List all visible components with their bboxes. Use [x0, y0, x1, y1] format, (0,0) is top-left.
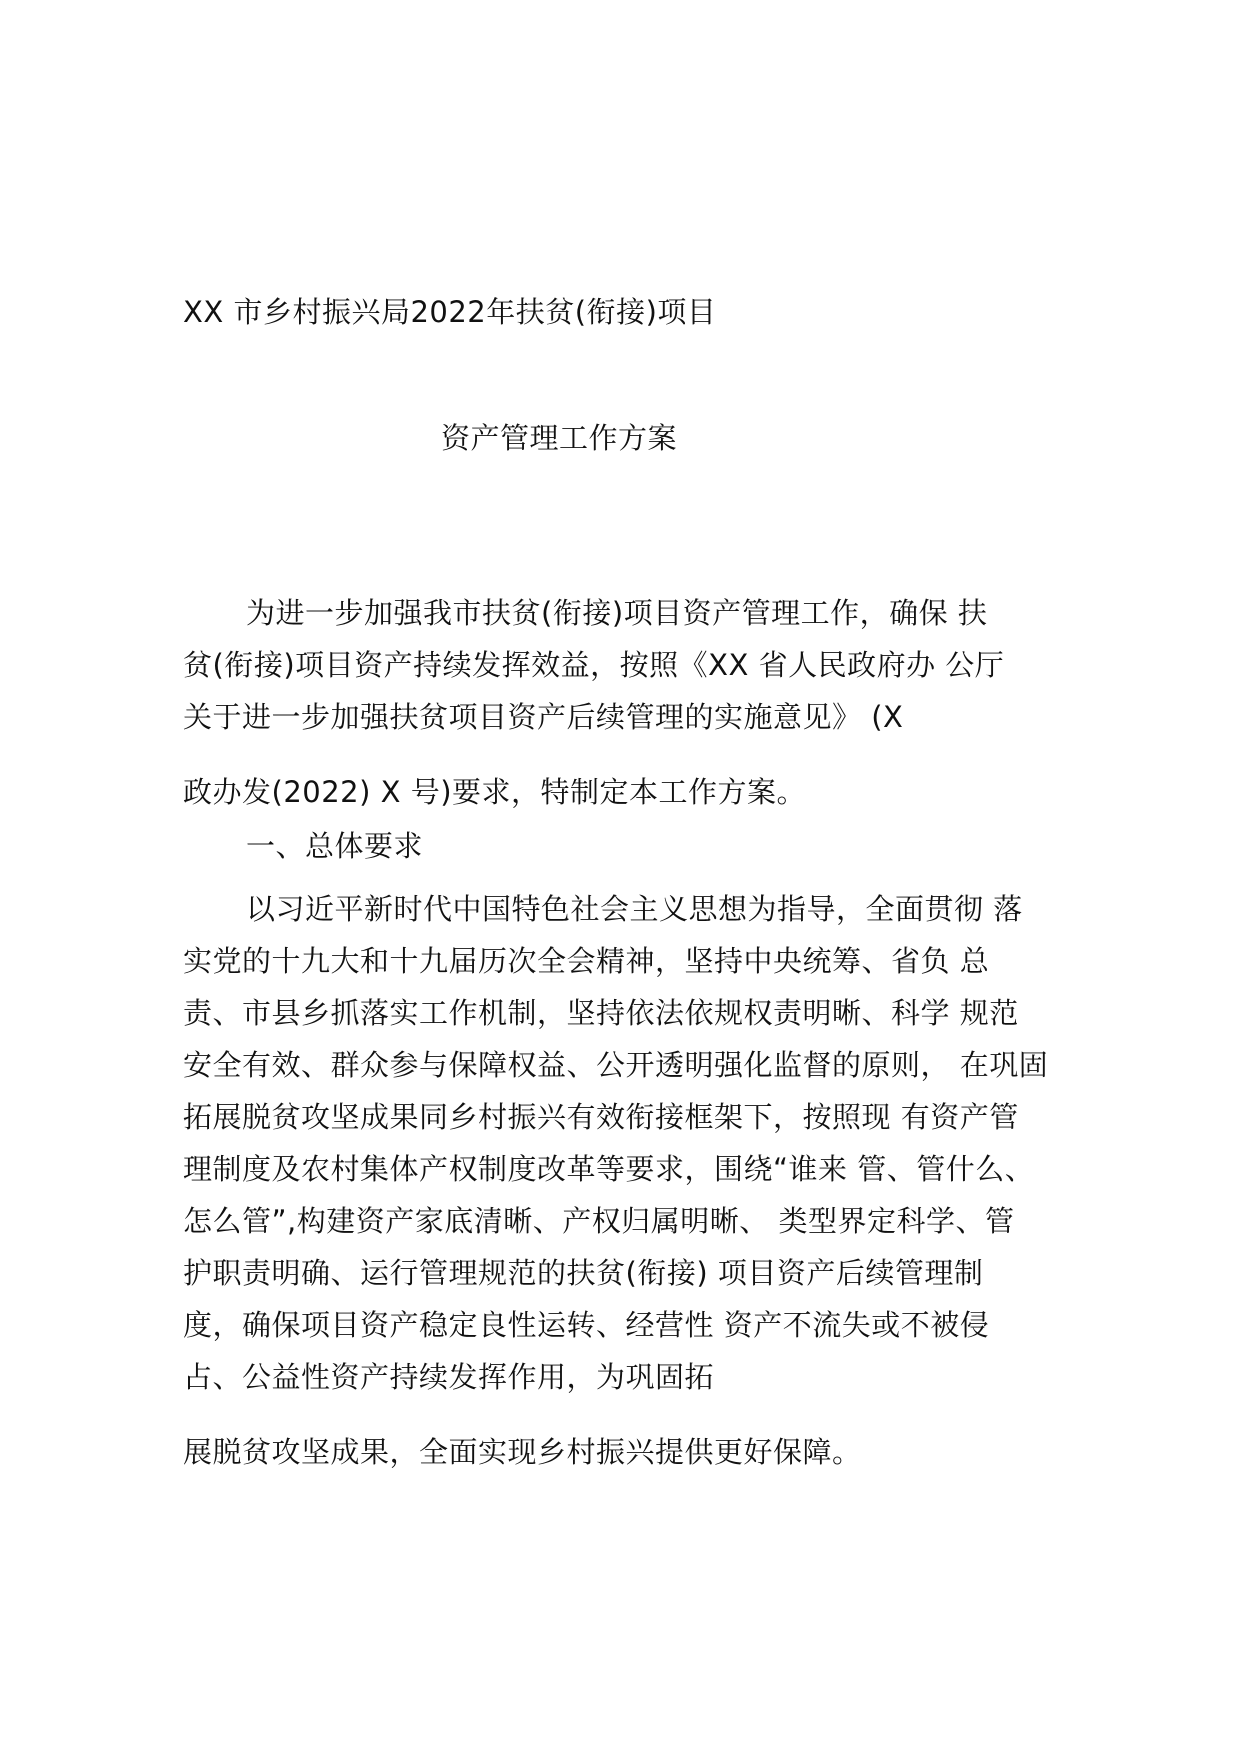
- intro-line-1: 为进一步加强我市扶贫(衔接)项目资产管理工作，确保 扶: [246, 596, 988, 630]
- section-1-line-6: 理制度及农村集体产权制度改革等要求，围绕“谁来 管、管什么、: [183, 1152, 1035, 1186]
- section-1-heading: 一、总体要求: [246, 829, 424, 863]
- section-1-line-5: 拓展脱贫攻坚成果同乡村振兴有效衔接框架下，按照现 有资产管: [183, 1100, 1019, 1134]
- intro-line-2: 贫(衔接)项目资产持续发挥效益，按照《XX 省人民政府办 公厅: [183, 648, 1005, 682]
- section-1-line-8: 护职责明确、运行管理规范的扶贫(衔接) 项目资产后续管理制: [183, 1256, 984, 1290]
- section-1-line-10: 占、公益性资产持续发挥作用，为巩固拓: [183, 1360, 715, 1394]
- section-1-line-7: 怎么管”,构建资产家底清晰、产权归属明晰、 类型界定科学、管: [183, 1204, 1015, 1238]
- document-title-line-2: 资产管理工作方案: [441, 421, 678, 455]
- section-1-line-4: 安全有效、群众参与保障权益、公开透明强化监督的原则， 在巩固: [183, 1048, 1049, 1082]
- section-1-line-1: 以习近平新时代中国特色社会主义思想为指导，全面贯彻 落: [246, 892, 1023, 926]
- section-1-line-3: 责、市县乡抓落实工作机制，坚持依法依规权责明晰、科学 规范: [183, 996, 1019, 1030]
- intro-line-3: 关于进一步加强扶贫项目资产后续管理的实施意见》 (X: [183, 700, 904, 734]
- document-title-line-1: XX 市乡村振兴局2022年扶贫(衔接)项目: [183, 295, 717, 329]
- section-1-line-2: 实党的十九大和十九届历次全会精神，坚持中央统筹、省负 总: [183, 944, 990, 978]
- section-1-line-11: 展脱贫攻坚成果，全面实现乡村振兴提供更好保障。: [183, 1435, 862, 1469]
- section-1-line-9: 度，确保项目资产稳定良性运转、经营性 资产不流失或不被侵: [183, 1308, 990, 1342]
- intro-line-4: 政办发(2022) X 号)要求，特制定本工作方案。: [183, 775, 807, 809]
